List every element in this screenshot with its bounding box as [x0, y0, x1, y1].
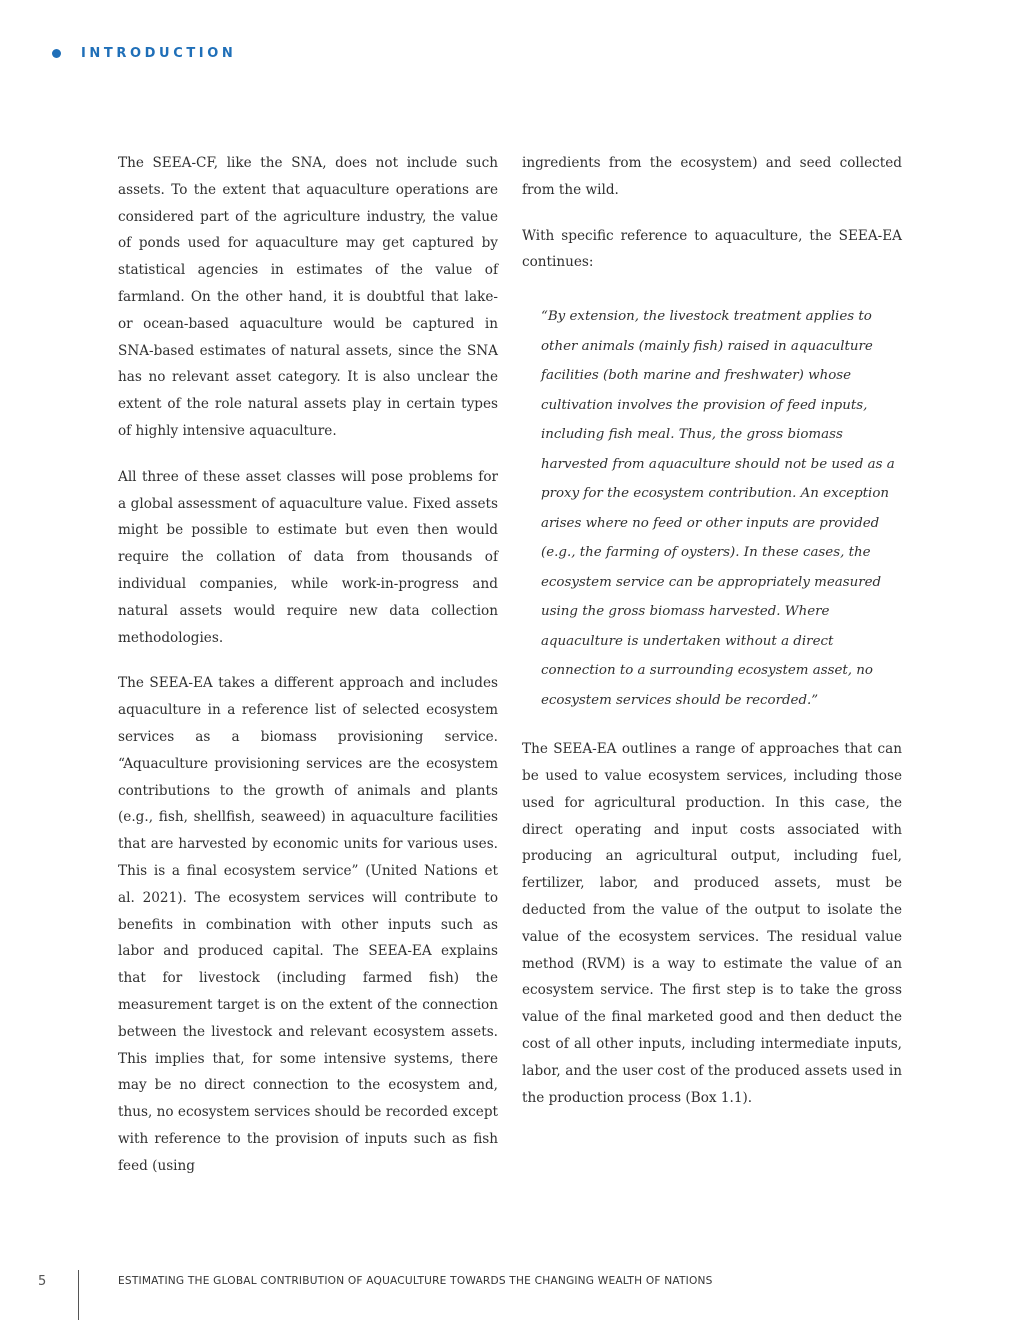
paragraph: The SEEA-EA takes a different approach and includes aquaculture in a reference list of selected ecosystem services as a biomass provisioning service. “Aquaculture provisioning services are the ecosystem contributions to the growth of animals and plants (e.g., fish, shellfish, seaweed) in aquaculture facilities that are harvested by economic units for various uses. This is a final ecosystem service” (United Nations et al. 2021). The ecosystem services will contribute to benefits in combination with other inputs such as labor and produced capital. The SEEA-EA explains that for livestock (including farmed fish) the measurement target is on the extent of the connection between the livestock and relevant ecosystem assets. This implies that, for some intensive systems, there may be no direct connection to the ecosystem and, thus, no ecosystem services should be recorded except with reference to the provision of inputs such as fish feed (using [118, 675, 498, 1174]
bullet-dot-icon [52, 49, 61, 58]
right-column [522, 150, 902, 1130]
paragraph: ingredients from the ecosystem) and seed collected from the wild. [522, 155, 902, 198]
paragraph: The SEEA-CF, like the SNA, does not include such assets. To the extent that aquaculture operations are considered part of the agriculture industry, the value of ponds used for aquaculture may get captured by statistical agencies in estimates of the value of farmland. On the other hand, it is doubtful that lake- or ocean-based aquaculture would be captured in SNA-based estimates of natural assets, since the SNA has no relevant asset category. It is also unclear the extent of the role natural assets play in certain types of highly intensive aquaculture. [118, 155, 498, 439]
paragraph: The SEEA-EA outlines a range of approaches that can be used to value ecosystem services, including those used for agricultural production. In this case, the direct operating and input costs associated with producing an agricultural output, including fuel, fertilizer, labor, and produced assets, must be deducted from the value of the output to isolate the value of the ecosystem services. The residual value method (RVM) is a way to estimate the value of an ecosystem service. The first step is to take the gross value of the final marketed good and then deduct the cost of all other inputs, including intermediate inputs, labor, and the user cost of the produced assets used in the production process (Box 1.1). [522, 741, 902, 1106]
publication-title: ESTIMATING THE GLOBAL CONTRIBUTION OF AQUACULTURE TOWARDS THE CHANGING WEALTH OF NATIONS [118, 1275, 713, 1287]
paragraph: With specific reference to aquaculture, the SEEA-EA continues: [522, 227, 902, 271]
seea-ea-quote: “By extension, the livestock treatment applies to other animals (mainly fish) raised in aquaculture facilities (both marine and freshwater) whose cultivation involves the provision of feed inputs, including fish meal. Thus, the gross biomass harvested from aquaculture should not be used as a proxy for the ecosystem contribution. An exception arises where no feed or other inputs are provided (e.g., the farming of oysters). In these cases, the ecosystem service can be appropriately measured using the gross biomass harvested. Where aquaculture is undertaken without a direct connection to a surrounding ecosystem asset, no ecosystem services should be recorded.” [541, 309, 895, 708]
page-number: 5 [38, 1274, 47, 1289]
section-label: INTRODUCTION [81, 46, 237, 61]
left-column [118, 150, 498, 1198]
footer-divider [78, 1270, 79, 1320]
section-header [52, 46, 236, 61]
paragraph: All three of these asset classes will pose problems for a global assessment of aquaculture value. Fixed assets might be possible to estimate but even then would require the collation of data from thousands of individual companies, while work-in-progress and natural assets would require new data collection methodologies. [118, 468, 498, 646]
page-footer [0, 1262, 1020, 1320]
